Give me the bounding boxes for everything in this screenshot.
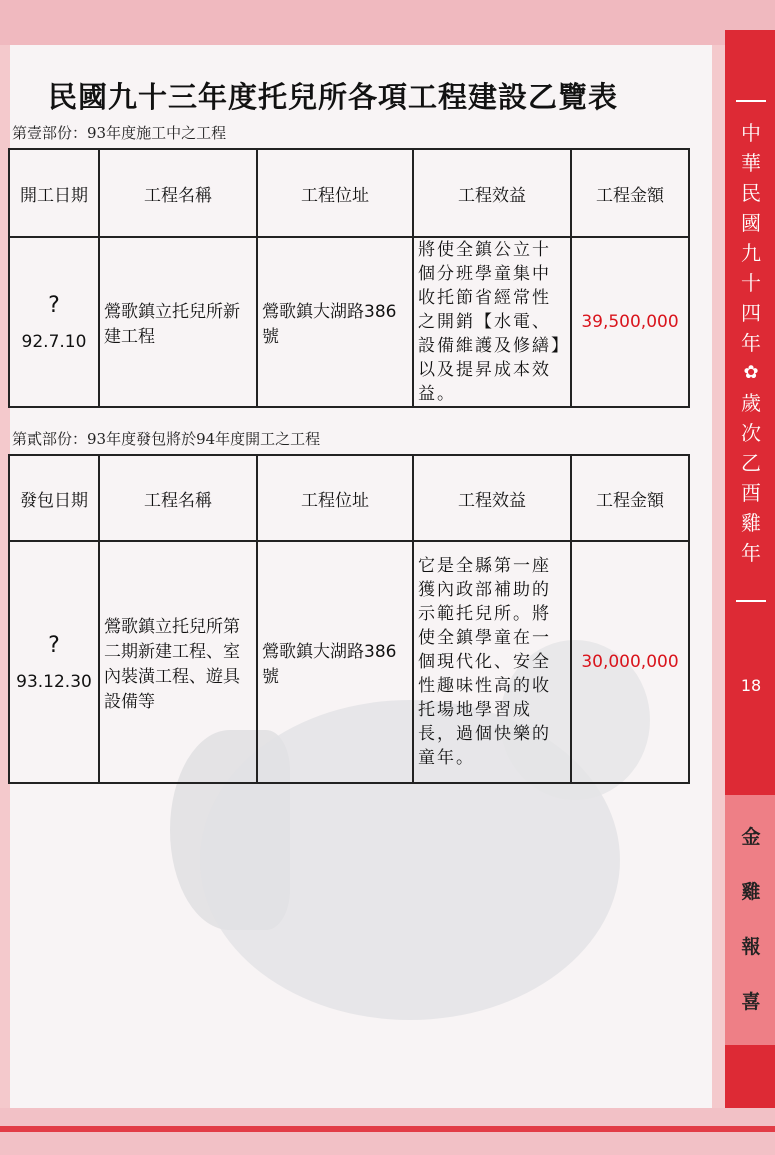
date-cell — [9, 541, 99, 783]
rooster-icon: ✿ — [743, 362, 759, 383]
project-address: 鶯歌鎮大湖路386號 — [257, 541, 413, 783]
project-benefit: 將使全鎮公立十個分班學童集中收托節省經常性之開銷【水電、設備維護及修繕】以及提昇成本效益。 — [413, 237, 571, 407]
section1-table — [8, 148, 690, 408]
header-address: 工程位址 — [257, 149, 413, 237]
project-amount: 39,500,000 — [571, 237, 689, 407]
page-title: 民國九十三年度托兒所各項工程建設乙覽表 — [48, 80, 619, 114]
header-benefit: 工程效益 — [413, 455, 571, 541]
header-benefit: 工程效益 — [413, 149, 571, 237]
section1-label: 第壹部份：93年度施工中之工程 — [12, 124, 227, 142]
table-row — [9, 541, 689, 783]
date-value: 92.7.10 — [21, 331, 87, 352]
side-vertical-text — [735, 118, 767, 568]
header-address: 工程位址 — [257, 455, 413, 541]
header-name: 工程名稱 — [99, 149, 257, 237]
page-number: 18 — [740, 676, 762, 695]
header-date: 發包日期 — [9, 455, 99, 541]
section2-table — [8, 454, 690, 784]
handwritten-mark: ? — [48, 632, 60, 658]
top-band — [0, 0, 775, 45]
side-bottom-text: 金雞報喜 — [741, 826, 761, 1013]
project-benefit: 它是全縣第一座獲內政部補助的示範托兒所。將使全鎮學童在一個現代化、安全性趣味性高的收托場地學習成長，過個快樂的童年。 — [413, 541, 571, 783]
section2-label: 第貳部份：93年度發包將於94年度開工之工程 — [12, 430, 321, 448]
side-line-bottom — [736, 600, 766, 602]
side-zodiac-text: 歲次乙酉雞年 — [741, 391, 761, 565]
table-header-row — [9, 149, 689, 237]
date-value: 93.12.30 — [16, 671, 92, 692]
side-year-text: 中華民國九十四年 — [741, 121, 761, 355]
header-amount: 工程金額 — [571, 149, 689, 237]
project-address: 鶯歌鎮大湖路386號 — [257, 237, 413, 407]
handwritten-mark: ? — [48, 292, 60, 318]
project-name: 鶯歌鎮立托兒所新建工程 — [99, 237, 257, 407]
header-date: 開工日期 — [9, 149, 99, 237]
project-amount: 30,000,000 — [571, 541, 689, 783]
date-cell — [9, 237, 99, 407]
header-amount: 工程金額 — [571, 455, 689, 541]
table-header-row — [9, 455, 689, 541]
project-name: 鶯歌鎮立托兒所第二期新建工程、室內裝潢工程、遊具設備等 — [99, 541, 257, 783]
table-row — [9, 237, 689, 407]
side-line-top — [736, 100, 766, 102]
bottom-stripe — [0, 1126, 775, 1132]
header-name: 工程名稱 — [99, 455, 257, 541]
